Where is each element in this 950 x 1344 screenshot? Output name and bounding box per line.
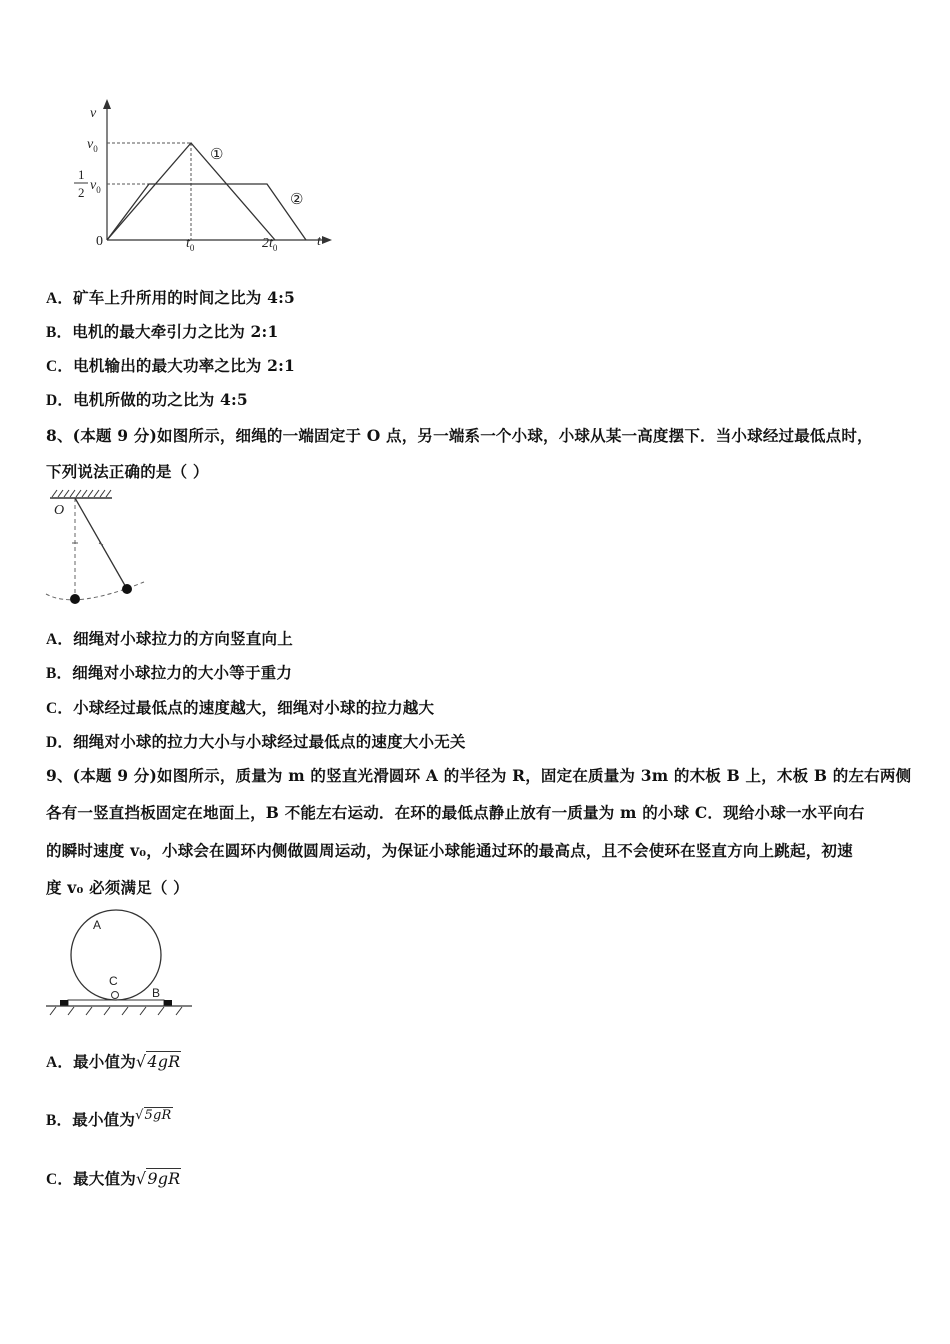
q7-option-b [46, 320, 278, 342]
q9-stem-line-4: 度 v₀ 必须满足（ ） [46, 878, 189, 897]
t-axis-label: t [317, 234, 321, 249]
velocity-time-graph [60, 95, 350, 260]
ring-label: A [93, 918, 102, 932]
q8-stem-line-2: 下列说法正确的是（ ） [46, 462, 209, 481]
origin-label: 0 [96, 234, 103, 249]
radical-sign: √ [135, 1169, 147, 1188]
q7-option-d [46, 388, 248, 410]
radicand: 9gR [147, 1169, 181, 1188]
option-text: 电机输出的最大功率之比为 2:1 [73, 356, 295, 375]
q9-option-c [46, 1167, 181, 1189]
q9-stem-line-2: 各有一竖直挡板固定在地面上，B 不能左右运动．在环的最低点静止放有一质量为 m 的小球 C．现给小球一水平向右 [46, 803, 865, 822]
curve-2-label: ② [290, 192, 304, 208]
curve-1-label: ① [210, 147, 224, 163]
ceiling-hatch [52, 490, 111, 497]
pendulum-figure [44, 486, 154, 608]
ball-label: C [109, 974, 118, 988]
v-axis-label: v [90, 106, 97, 121]
ball-swinging [122, 584, 132, 594]
radical-sign: √ [135, 1108, 144, 1123]
option-letter: C． [46, 358, 74, 375]
option-text: 电机的最大牵引力之比为 2:1 [72, 322, 279, 341]
q9-stem-line-3: 的瞬时速度 v₀，小球会在圆环内侧做圆周运动，为保证小球能通过环的最高点，且不会使环在竖直方向上跳起，初速 [46, 841, 853, 860]
option-letter: B． [46, 324, 73, 341]
q8-option-d [46, 730, 466, 752]
q8-option-c [46, 696, 434, 718]
option-text: 细绳对小球的拉力大小与小球经过最低点的速度大小无关 [73, 732, 466, 751]
option-text: 最小值为 [73, 1052, 136, 1071]
half-v0-label: $v_0$ [90, 178, 101, 195]
pivot-label: O [54, 503, 65, 518]
option-letter: B． [46, 1112, 73, 1129]
ball-c [112, 992, 119, 999]
ring-on-board-figure [44, 905, 196, 1017]
v0-label: $v_0$ [87, 137, 98, 154]
board-label: B [152, 986, 161, 1000]
sqrt-expression [135, 1107, 172, 1123]
right-stopper [164, 1000, 172, 1006]
q7-option-c [46, 354, 295, 376]
ball-lowest [70, 594, 80, 604]
option-text: 细绳对小球拉力的方向竖直向上 [73, 629, 293, 648]
sqrt-expression [136, 1168, 181, 1188]
radicand: 5gR [144, 1108, 172, 1123]
option-letter: B． [46, 665, 73, 682]
option-letter: D． [46, 734, 74, 751]
option-letter: A． [46, 631, 74, 648]
q9-stem-line-1: 9、(本题 9 分)如图所示，质量为 m 的竖直光滑圆环 A 的半径为 R，固定在质量为 3m 的木板 B 上，木板 B 的左右两侧 [46, 766, 912, 785]
sqrt-expression [136, 1051, 181, 1071]
option-letter: D． [46, 392, 74, 409]
left-stopper [60, 1000, 68, 1006]
option-text: 最小值为 [72, 1110, 136, 1129]
option-text: 细绳对小球拉力的大小等于重力 [72, 663, 293, 682]
option-text: 最大值为 [73, 1169, 136, 1188]
option-letter: C． [46, 700, 74, 717]
two-t0-label: $2t_0$ [262, 236, 278, 253]
radicand: 4gR [147, 1052, 181, 1071]
option-letter: C． [46, 1171, 74, 1188]
option-text: 电机所做的功之比为 4:5 [73, 390, 248, 409]
q8-stem-line-1: 8、(本题 9 分)如图所示，细绳的一端固定于 O 点，另一端系一个小球，小球从某一高度摆下．当小球经过最低点时， [46, 426, 873, 445]
q9-option-a [46, 1050, 181, 1072]
option-letter: A． [46, 290, 74, 307]
ground-hatch [50, 1007, 182, 1015]
t0-label: $t_0$ [186, 236, 195, 253]
curve-2 [107, 184, 306, 240]
option-text: 矿车上升所用的时间之比为 4:5 [73, 288, 295, 307]
board-b [68, 1000, 164, 1006]
q8-option-b [46, 661, 292, 683]
option-letter: A． [46, 1054, 74, 1071]
radical-sign: √ [135, 1052, 147, 1071]
half-den: 2 [78, 185, 85, 200]
q7-option-a [46, 286, 295, 308]
half-num: 1 [78, 167, 85, 182]
t-axis-arrow [322, 236, 332, 244]
option-text: 小球经过最低点的速度越大，细绳对小球的拉力越大 [73, 698, 435, 717]
v-axis-arrow [103, 99, 111, 109]
q9-option-b [46, 1108, 173, 1130]
q8-option-a [46, 627, 293, 649]
